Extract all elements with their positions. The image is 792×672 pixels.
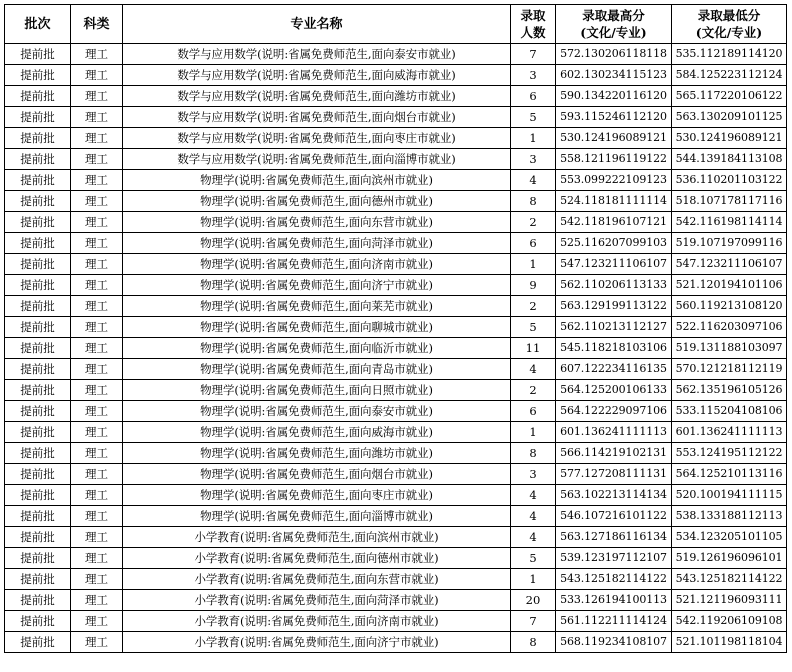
cell-major: 数学与应用数学(说明:省属免费师范生,面向威海市就业): [123, 65, 511, 86]
cell-min-score: 542.119206109108: [672, 611, 787, 632]
cell-batch: 提前批: [5, 233, 71, 254]
table-row: [5, 128, 787, 149]
cell-batch: 提前批: [5, 254, 71, 275]
header-count-line1: 录取: [520, 8, 546, 23]
cell-max-score: 577.127208111131: [556, 464, 672, 485]
table-row: [5, 464, 787, 485]
cell-major: 物理学(说明:省属免费师范生,面向济宁市就业): [123, 275, 511, 296]
cell-batch: 提前批: [5, 317, 71, 338]
cell-batch: 提前批: [5, 275, 71, 296]
table-row: [5, 254, 787, 275]
cell-batch: 提前批: [5, 506, 71, 527]
cell-max-score: 553.099222109123: [556, 170, 672, 191]
cell-category: 理工: [71, 44, 123, 65]
cell-count: 4: [511, 527, 556, 548]
table-row: [5, 422, 787, 443]
cell-major: 物理学(说明:省属免费师范生,面向济南市就业): [123, 254, 511, 275]
cell-count: 7: [511, 44, 556, 65]
cell-category: 理工: [71, 485, 123, 506]
cell-category: 理工: [71, 86, 123, 107]
cell-min-score: 543.125182114122: [672, 569, 787, 590]
cell-major: 小学教育(说明:省属免费师范生,面向济南市就业): [123, 611, 511, 632]
cell-count: 1: [511, 422, 556, 443]
cell-batch: 提前批: [5, 149, 71, 170]
cell-min-score: 521.121196093111: [672, 590, 787, 611]
cell-category: 理工: [71, 275, 123, 296]
cell-min-score: 601.136241111113: [672, 422, 787, 443]
header-category: 科类: [71, 5, 123, 44]
header-max-line2: (文化/专业): [580, 25, 647, 40]
cell-category: 理工: [71, 233, 123, 254]
cell-major: 物理学(说明:省属免费师范生,面向莱芜市就业): [123, 296, 511, 317]
header-row: [5, 5, 787, 44]
cell-min-score: 521.101198118104: [672, 632, 787, 653]
cell-count: 5: [511, 107, 556, 128]
table-row: [5, 548, 787, 569]
cell-batch: 提前批: [5, 401, 71, 422]
header-count: [511, 5, 556, 44]
cell-batch: 提前批: [5, 380, 71, 401]
table-row: [5, 569, 787, 590]
cell-major: 数学与应用数学(说明:省属免费师范生,面向潍坊市就业): [123, 86, 511, 107]
table-row: [5, 296, 787, 317]
cell-category: 理工: [71, 527, 123, 548]
cell-max-score: 572.130206118118: [556, 44, 672, 65]
cell-major: 物理学(说明:省属免费师范生,面向聊城市就业): [123, 317, 511, 338]
table-header: [5, 5, 787, 44]
cell-major: 数学与应用数学(说明:省属免费师范生,面向泰安市就业): [123, 44, 511, 65]
cell-min-score: 534.123205101105: [672, 527, 787, 548]
cell-count: 2: [511, 212, 556, 233]
cell-major: 物理学(说明:省属免费师范生,面向东营市就业): [123, 212, 511, 233]
cell-major: 物理学(说明:省属免费师范生,面向泰安市就业): [123, 401, 511, 422]
cell-count: 1: [511, 569, 556, 590]
cell-count: 9: [511, 275, 556, 296]
cell-batch: 提前批: [5, 128, 71, 149]
cell-count: 3: [511, 65, 556, 86]
cell-batch: 提前批: [5, 191, 71, 212]
cell-max-score: 558.121196119122: [556, 149, 672, 170]
table-row: [5, 485, 787, 506]
cell-min-score: 544.139184113108: [672, 149, 787, 170]
cell-count: 2: [511, 296, 556, 317]
cell-max-score: 543.125182114122: [556, 569, 672, 590]
table-row: [5, 443, 787, 464]
cell-max-score: 563.129199113122: [556, 296, 672, 317]
cell-category: 理工: [71, 149, 123, 170]
cell-batch: 提前批: [5, 548, 71, 569]
cell-major: 物理学(说明:省属免费师范生,面向潍坊市就业): [123, 443, 511, 464]
cell-category: 理工: [71, 254, 123, 275]
cell-count: 7: [511, 611, 556, 632]
cell-max-score: 561.112211114124: [556, 611, 672, 632]
cell-batch: 提前批: [5, 422, 71, 443]
cell-min-score: 521.120194101106: [672, 275, 787, 296]
cell-max-score: 607.122234116135: [556, 359, 672, 380]
cell-max-score: 545.118218103106: [556, 338, 672, 359]
table-body: [5, 44, 787, 653]
cell-max-score: 525.116207099103: [556, 233, 672, 254]
cell-count: 20: [511, 590, 556, 611]
header-min-line2: (文化/专业): [695, 25, 763, 40]
cell-batch: 提前批: [5, 464, 71, 485]
cell-max-score: 533.126194100113: [556, 590, 672, 611]
cell-batch: 提前批: [5, 359, 71, 380]
header-batch: 批次: [5, 5, 71, 44]
cell-batch: 提前批: [5, 611, 71, 632]
cell-min-score: 563.130209101125: [672, 107, 787, 128]
cell-max-score: 563.102213114134: [556, 485, 672, 506]
cell-category: 理工: [71, 611, 123, 632]
cell-count: 4: [511, 485, 556, 506]
header-min-score: [672, 5, 787, 44]
table-row: [5, 107, 787, 128]
table-row: [5, 527, 787, 548]
cell-batch: 提前批: [5, 569, 71, 590]
table-row: [5, 233, 787, 254]
cell-major: 物理学(说明:省属免费师范生,面向烟台市就业): [123, 464, 511, 485]
header-min-line1: 录取最低分: [697, 8, 761, 23]
cell-count: 3: [511, 149, 556, 170]
cell-category: 理工: [71, 128, 123, 149]
cell-category: 理工: [71, 401, 123, 422]
cell-category: 理工: [71, 569, 123, 590]
cell-category: 理工: [71, 191, 123, 212]
cell-category: 理工: [71, 548, 123, 569]
cell-category: 理工: [71, 464, 123, 485]
cell-min-score: 519.126196096101: [672, 548, 787, 569]
cell-min-score: 520.100194111115: [672, 485, 787, 506]
cell-category: 理工: [71, 296, 123, 317]
cell-batch: 提前批: [5, 212, 71, 233]
cell-major: 物理学(说明:省属免费师范生,面向菏泽市就业): [123, 233, 511, 254]
cell-max-score: 602.130234115123: [556, 65, 672, 86]
cell-max-score: 547.123211106107: [556, 254, 672, 275]
cell-category: 理工: [71, 380, 123, 401]
cell-major: 物理学(说明:省属免费师范生,面向威海市就业): [123, 422, 511, 443]
cell-count: 2: [511, 380, 556, 401]
cell-batch: 提前批: [5, 44, 71, 65]
cell-category: 理工: [71, 212, 123, 233]
cell-max-score: 530.124196089121: [556, 128, 672, 149]
cell-min-score: 553.124195112122: [672, 443, 787, 464]
cell-major: 物理学(说明:省属免费师范生,面向枣庄市就业): [123, 485, 511, 506]
table-row: [5, 611, 787, 632]
cell-max-score: 562.110213112127: [556, 317, 672, 338]
table-row: [5, 632, 787, 653]
cell-min-score: 530.124196089121: [672, 128, 787, 149]
cell-major: 物理学(说明:省属免费师范生,面向滨州市就业): [123, 170, 511, 191]
cell-max-score: 590.134220116120: [556, 86, 672, 107]
header-major: 专业名称: [123, 5, 511, 44]
header-max-score: [556, 5, 672, 44]
cell-count: 4: [511, 359, 556, 380]
cell-min-score: 535.112189114120: [672, 44, 787, 65]
table-row: [5, 170, 787, 191]
cell-category: 理工: [71, 170, 123, 191]
cell-category: 理工: [71, 317, 123, 338]
cell-batch: 提前批: [5, 443, 71, 464]
cell-max-score: 546.107216101122: [556, 506, 672, 527]
table-row: [5, 590, 787, 611]
cell-category: 理工: [71, 506, 123, 527]
header-max-line1: 录取最高分: [582, 8, 645, 23]
cell-count: 11: [511, 338, 556, 359]
cell-min-score: 564.125210113116: [672, 464, 787, 485]
cell-min-score: 565.117220106122: [672, 86, 787, 107]
table-row: [5, 149, 787, 170]
cell-max-score: 539.123197112107: [556, 548, 672, 569]
cell-category: 理工: [71, 65, 123, 86]
cell-max-score: 564.125200106133: [556, 380, 672, 401]
admission-scores-table: [4, 4, 787, 653]
cell-count: 8: [511, 443, 556, 464]
cell-min-score: 536.110201103122: [672, 170, 787, 191]
table-row: [5, 191, 787, 212]
cell-count: 5: [511, 548, 556, 569]
cell-min-score: 570.121218112119: [672, 359, 787, 380]
cell-batch: 提前批: [5, 296, 71, 317]
cell-batch: 提前批: [5, 590, 71, 611]
cell-max-score: 542.118196107121: [556, 212, 672, 233]
cell-batch: 提前批: [5, 485, 71, 506]
cell-min-score: 519.131188103097: [672, 338, 787, 359]
table-row: [5, 401, 787, 422]
table-row: [5, 359, 787, 380]
cell-category: 理工: [71, 107, 123, 128]
cell-min-score: 562.135196105126: [672, 380, 787, 401]
cell-major: 小学教育(说明:省属免费师范生,面向菏泽市就业): [123, 590, 511, 611]
cell-min-score: 560.119213108120: [672, 296, 787, 317]
table-row: [5, 86, 787, 107]
cell-category: 理工: [71, 632, 123, 653]
cell-min-score: 584.125223112124: [672, 65, 787, 86]
cell-min-score: 522.116203097106: [672, 317, 787, 338]
cell-max-score: 566.114219102131: [556, 443, 672, 464]
cell-max-score: 563.127186116134: [556, 527, 672, 548]
cell-major: 小学教育(说明:省属免费师范生,面向德州市就业): [123, 548, 511, 569]
cell-min-score: 547.123211106107: [672, 254, 787, 275]
cell-min-score: 538.133188112113: [672, 506, 787, 527]
cell-count: 1: [511, 254, 556, 275]
cell-count: 1: [511, 128, 556, 149]
cell-major: 物理学(说明:省属免费师范生,面向临沂市就业): [123, 338, 511, 359]
header-count-line2: 人数: [520, 25, 546, 40]
cell-major: 小学教育(说明:省属免费师范生,面向东营市就业): [123, 569, 511, 590]
cell-major: 物理学(说明:省属免费师范生,面向青岛市就业): [123, 359, 511, 380]
cell-major: 数学与应用数学(说明:省属免费师范生,面向淄博市就业): [123, 149, 511, 170]
cell-min-score: 519.107197099116: [672, 233, 787, 254]
cell-count: 8: [511, 191, 556, 212]
cell-major: 数学与应用数学(说明:省属免费师范生,面向枣庄市就业): [123, 128, 511, 149]
cell-count: 6: [511, 233, 556, 254]
cell-batch: 提前批: [5, 170, 71, 191]
cell-count: 6: [511, 401, 556, 422]
cell-max-score: 593.115246112120: [556, 107, 672, 128]
cell-category: 理工: [71, 590, 123, 611]
table-row: [5, 380, 787, 401]
cell-batch: 提前批: [5, 86, 71, 107]
cell-max-score: 562.110206113133: [556, 275, 672, 296]
cell-batch: 提前批: [5, 527, 71, 548]
cell-batch: 提前批: [5, 107, 71, 128]
cell-batch: 提前批: [5, 65, 71, 86]
cell-major: 小学教育(说明:省属免费师范生,面向济宁市就业): [123, 632, 511, 653]
cell-count: 4: [511, 506, 556, 527]
cell-batch: 提前批: [5, 632, 71, 653]
table-row: [5, 275, 787, 296]
cell-min-score: 542.116198114114: [672, 212, 787, 233]
cell-category: 理工: [71, 338, 123, 359]
cell-count: 6: [511, 86, 556, 107]
cell-max-score: 568.119234108107: [556, 632, 672, 653]
table-row: [5, 338, 787, 359]
cell-count: 5: [511, 317, 556, 338]
cell-category: 理工: [71, 359, 123, 380]
cell-batch: 提前批: [5, 338, 71, 359]
cell-max-score: 564.122229097106: [556, 401, 672, 422]
table-row: [5, 212, 787, 233]
cell-max-score: 601.136241111113: [556, 422, 672, 443]
cell-max-score: 524.118181111114: [556, 191, 672, 212]
cell-category: 理工: [71, 422, 123, 443]
cell-major: 数学与应用数学(说明:省属免费师范生,面向烟台市就业): [123, 107, 511, 128]
cell-major: 小学教育(说明:省属免费师范生,面向滨州市就业): [123, 527, 511, 548]
cell-count: 4: [511, 170, 556, 191]
table-row: [5, 65, 787, 86]
cell-major: 物理学(说明:省属免费师范生,面向日照市就业): [123, 380, 511, 401]
cell-count: 3: [511, 464, 556, 485]
cell-min-score: 533.115204108106: [672, 401, 787, 422]
cell-major: 物理学(说明:省属免费师范生,面向淄博市就业): [123, 506, 511, 527]
cell-count: 8: [511, 632, 556, 653]
table-row: [5, 506, 787, 527]
table-row: [5, 44, 787, 65]
cell-category: 理工: [71, 443, 123, 464]
cell-major: 物理学(说明:省属免费师范生,面向德州市就业): [123, 191, 511, 212]
cell-min-score: 518.107178117116: [672, 191, 787, 212]
table-row: [5, 317, 787, 338]
